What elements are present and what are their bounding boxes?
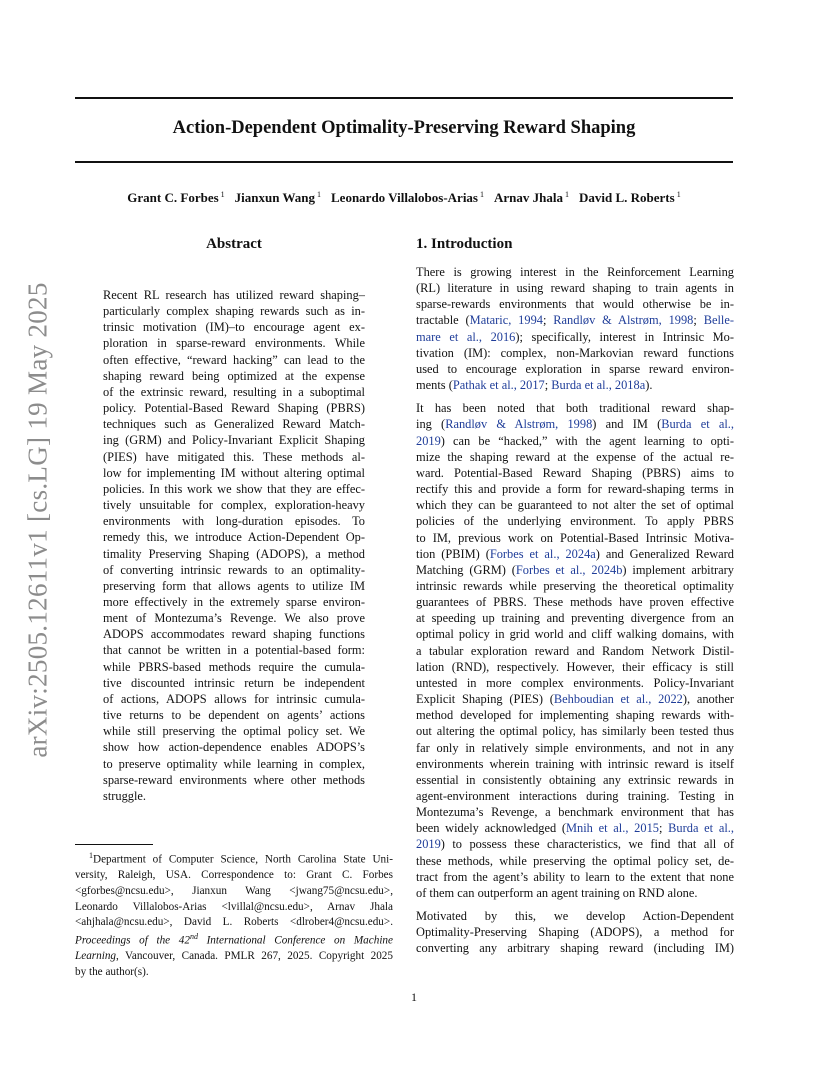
- footnote-text: versity, Raleigh, USA. Correspondence to: Grant C. Forbes: [75, 869, 393, 882]
- introduction-line: [416, 675, 734, 691]
- footnote-line: [75, 868, 393, 884]
- footnote-text: <gforbes@ncsu.edu>, Jianxun Wang <jwang75@ncsu.edu>,: [75, 884, 393, 897]
- abstract-line: that cannot be written in a potential-based form:: [103, 643, 365, 658]
- text-run: at speeding up training and preventing divergence from an: [416, 611, 734, 626]
- citation-link[interactable]: Mataric, 1994: [469, 313, 543, 328]
- proceedings-note: [75, 929, 393, 981]
- abstract-line: tively unsuitable for complex, exploration-heavy: [103, 498, 365, 513]
- abstract-line: while PBRS-based methods require the cumula-: [103, 659, 365, 674]
- text-run: tract from the agent’s ability to learn to the extent that none: [416, 869, 734, 884]
- abstract-line: tive returns to be dependent on agents’ actions: [103, 708, 365, 723]
- abstract-body: [103, 287, 365, 804]
- citation-link[interactable]: Forbes et al., 2024b: [515, 562, 623, 577]
- citation-link[interactable]: Forbes et al., 2024a: [489, 546, 596, 561]
- proceedings-location: , Vancouver, Canada. PMLR 267, 2025. Copyright 2025: [116, 950, 393, 963]
- citation-link[interactable]: Burda et al.,: [661, 417, 734, 432]
- text-run: converting any arbitrary shaping reward (including IM): [416, 941, 734, 956]
- footnote-text: <ahjhala@ncsu.edu>, David L. Roberts <dlrober4@ncsu.edu>.: [75, 916, 393, 929]
- introduction-line: [416, 497, 734, 513]
- footnote-rule: [75, 844, 153, 845]
- text-run: mize the shaping reward at the expense of the actual re-: [416, 449, 734, 464]
- introduction-line: [416, 280, 734, 296]
- introduction-line: [416, 264, 734, 280]
- footnote-line: [75, 884, 393, 900]
- introduction-line: [416, 465, 734, 481]
- abstract-line: struggle.: [103, 788, 147, 803]
- citation-link[interactable]: 2019: [416, 837, 441, 852]
- abstract-line: particularly complex shaping rewards such as in-: [103, 304, 365, 319]
- text-run: ) and Generalized Reward: [595, 546, 734, 561]
- text-run: method developed for implementing shaping rewards with-: [416, 708, 734, 723]
- introduction-line: [416, 562, 734, 578]
- text-run: It has been noted that both traditional reward shap-: [416, 401, 734, 416]
- text-run: lation (RND), respectively. However, their efficacy is still: [416, 659, 734, 674]
- abstract-line: low for implementing IM without altering optimal: [103, 465, 365, 480]
- introduction-line: [416, 804, 734, 820]
- abstract-line: of actions, ADOPS allows for intrinsic cumula-: [103, 691, 365, 706]
- introduction-line: [416, 756, 734, 772]
- introduction-line: [416, 296, 734, 312]
- text-run: ing (: [416, 417, 446, 432]
- author-name: Arnav Jhala: [494, 190, 563, 205]
- citation-link[interactable]: Pathak et al., 2017: [452, 378, 545, 393]
- text-run: tractable (: [416, 313, 470, 328]
- introduction-line: [416, 546, 734, 562]
- text-run: of them can outperform an agent training on RND alone.: [416, 885, 698, 900]
- text-run: Montezuma’s Revenge, a benchmark environment that has: [416, 805, 734, 820]
- paper-title: Action-Dependent Optimality-Preserving Reward Shaping: [172, 118, 636, 138]
- text-run: rectify this and provide a form for reward-shaping terms in: [416, 482, 734, 497]
- citation-link[interactable]: 2019: [416, 433, 441, 448]
- author-affiliation-mark: 1: [480, 190, 484, 199]
- introduction-line: [416, 924, 734, 940]
- affiliation-footnote: [75, 848, 393, 931]
- introduction-line: [416, 772, 734, 788]
- text-run: (RL) literature in using reward shaping to train agents in: [416, 281, 734, 296]
- introduction-line: [416, 788, 734, 804]
- abstract-line: policies. In this work we show that they are effec-: [103, 481, 365, 496]
- author-1: [235, 190, 321, 205]
- text-run: There is growing interest in the Reinforcement Learning: [416, 265, 734, 279]
- abstract-line: ment of Montezuma’s Revenge. We also prove: [103, 611, 365, 626]
- text-run: ); specifically, interest in Intrinsic Mo-: [515, 329, 734, 344]
- abstract-line: of the extrinsic reward, resulting in a suboptimal: [103, 384, 365, 399]
- introduction-line: [416, 312, 734, 328]
- text-run: guarantees of PBRS. These methods have proven effective: [416, 595, 734, 610]
- introduction-line: [416, 820, 734, 836]
- introduction-line: [416, 740, 734, 756]
- text-run: ;: [693, 313, 704, 328]
- abstract-heading: Abstract: [206, 236, 262, 252]
- author-0: [127, 190, 224, 205]
- proceedings-copyright: by the author(s).: [75, 965, 149, 978]
- proceedings-ordinal: 42: [178, 934, 190, 947]
- text-run: ) and IM (: [592, 417, 662, 432]
- introduction-line: [416, 594, 734, 610]
- proceedings-lead: Proceedings of the: [75, 934, 179, 947]
- abstract-line: environments with long-duration episodes. To: [103, 514, 365, 529]
- title-bottom-rule: [75, 161, 733, 163]
- abstract-line: (PIES) have mitigated this. These methods al-: [103, 449, 365, 464]
- introduction-line: [416, 723, 734, 739]
- citation-link[interactable]: Burda et al.,: [668, 821, 734, 836]
- author-affiliation-mark: 1: [317, 190, 321, 199]
- abstract-line: timality Preserving Shaping (ADOPS), a method: [103, 546, 365, 561]
- introduction-line: [416, 530, 734, 546]
- text-run: to IM, previous work on Potential-Based Intrinsic Motiva-: [416, 530, 734, 545]
- author-3: [494, 190, 569, 205]
- author-affiliation-mark: 1: [676, 190, 681, 199]
- citation-link[interactable]: Burda et al., 2018a: [551, 378, 646, 393]
- abstract-line: show how action-dependence enables ADOPS’s: [103, 740, 365, 755]
- abstract-line: while still preserving the optimal policy set. We: [103, 724, 365, 739]
- author-4: [579, 190, 681, 205]
- author-name: Grant C. Forbes: [127, 190, 219, 205]
- introduction-line: [416, 885, 734, 901]
- introduction-line: [416, 481, 734, 497]
- text-run: untested in more complex environments. Policy-Invariant: [416, 675, 734, 690]
- abstract-line: ploration in sparse-reward environments. While: [103, 336, 365, 351]
- text-run: Motivated by this, we develop Action-Dependent: [416, 909, 734, 924]
- text-run: Explicit Shaping (PIES) (: [416, 692, 554, 707]
- text-run: out altering the optimal policy, has similarly been tested thus: [416, 724, 734, 739]
- abstract-line: ADOPS accommodates reward shaping functions: [103, 627, 365, 642]
- abstract-line: tive discounted intrinsic return be independent: [103, 675, 365, 690]
- text-run: ) implement arbitrary: [622, 562, 734, 577]
- abstract-line: ing (GRM) and Policy-Invariant Explicit Shaping: [103, 433, 365, 448]
- text-run: intrinsic rewards while preserving the theoretical optimality: [416, 578, 734, 593]
- citation-link[interactable]: Behboudian et al., 2022: [553, 692, 683, 707]
- text-run: tivation (IM): complex, non-Markovian reward functions: [416, 345, 734, 360]
- text-run: far only in relatively simple environments, and not in any: [416, 740, 734, 755]
- introduction-line: [416, 433, 734, 449]
- text-run: which they can be guaranteed to not alter the set of optimal: [416, 498, 734, 513]
- author-2: [331, 190, 484, 205]
- introduction-line: [416, 643, 734, 659]
- introduction-line: [416, 836, 734, 852]
- text-run: environments wherein training with intrinsic reward is itself: [416, 756, 734, 771]
- paragraph-gap: [416, 901, 734, 908]
- text-run: ) can be “hacked,” with the agent learning to opti-: [440, 433, 734, 448]
- footnote-line: [75, 848, 393, 868]
- footnote-line: [75, 900, 393, 916]
- text-run: ward. Potential-Based Reward Shaping (PBRS) aims to: [416, 465, 734, 480]
- text-run: policies of the underlying environment. To apply PBRS: [416, 514, 734, 529]
- text-run: used to encourage exploration in sparse reward environ-: [416, 361, 734, 376]
- text-run: been widely acknowledged (: [416, 821, 567, 836]
- text-run: ), another: [682, 692, 734, 707]
- footnote-text: Leonardo Villalobos-Arias <lvillal@ncsu.edu>, Arnav Jhala: [75, 900, 393, 913]
- author-list: [75, 190, 733, 206]
- introduction-line: [416, 377, 734, 393]
- abstract-line: policy. Potential-Based Reward Shaping (PBRS): [103, 401, 365, 416]
- introduction-heading: 1. Introduction: [416, 236, 513, 252]
- introduction-line: [416, 361, 734, 377]
- introduction-line: [416, 345, 734, 361]
- text-run: ) to possess these characteristics, we find that all of: [440, 837, 734, 852]
- citation-link[interactable]: mare et al., 2016: [416, 329, 516, 344]
- introduction-line: [416, 329, 734, 345]
- author-name: Leonardo Villalobos-Arias: [331, 190, 478, 205]
- abstract-line: of converting intrinsic rewards to an optimality-: [103, 562, 365, 577]
- introduction-line: [416, 513, 734, 529]
- introduction-body: [416, 264, 734, 957]
- citation-link[interactable]: Mnih et al., 2015: [566, 821, 659, 836]
- arxiv-identifier[interactable]: arXiv:2505.12611v1 [cs.LG] 19 May 2025: [22, 282, 53, 758]
- author-name: Jianxun Wang: [234, 190, 315, 205]
- introduction-line: [416, 626, 734, 642]
- text-run: these methods, while preserving the optimal policy set, de-: [416, 853, 734, 868]
- text-run: tion (PBIM) (: [416, 546, 490, 561]
- introduction-line: [416, 853, 734, 869]
- text-run: ments (: [416, 378, 453, 393]
- abstract-line: Recent RL research has utilized reward shaping–: [103, 288, 365, 302]
- paragraph-gap: [416, 393, 734, 400]
- introduction-line: [416, 940, 734, 956]
- text-run: ).: [645, 378, 653, 393]
- introduction-line: [416, 908, 734, 924]
- introduction-line: [416, 659, 734, 675]
- text-run: essential in consistently obtaining any extrinsic rewards in: [416, 772, 734, 787]
- abstract-line: trinsic motivation (IM)–to encourage agent ex-: [103, 320, 365, 335]
- proceedings-venue: International Conference on Machine: [197, 934, 393, 947]
- abstract-line: more effectively in the extremely sparse environ-: [103, 594, 365, 609]
- abstract-line: preserving form that allows agents to utilize IM: [103, 578, 365, 593]
- text-run: Matching (GRM) (: [416, 562, 516, 577]
- proceedings-ordinal-suffix: nd: [189, 932, 198, 941]
- abstract-line: often effective, “reward hacking” can lead to the: [103, 352, 365, 367]
- citation-link[interactable]: Belle-: [703, 313, 734, 328]
- proceedings-venue-end: Learning: [75, 950, 117, 963]
- abstract-line: remedy this, we introduce Action-Dependent Op-: [103, 530, 365, 545]
- page-number: 1: [411, 990, 417, 1004]
- introduction-line: [416, 400, 734, 416]
- abstract-line: techniques such as Generalized Reward Match-: [103, 417, 365, 432]
- author-affiliation-mark: 1: [564, 190, 569, 199]
- author-name: David L. Roberts: [578, 190, 675, 205]
- text-run: a tabular exploration reward and Random Network Distil-: [416, 643, 734, 658]
- text-run: optimal policy in grid world and cliff walking domains, with: [416, 627, 734, 642]
- text-run: ;: [658, 821, 669, 836]
- introduction-line: [416, 449, 734, 465]
- top-rule: [75, 97, 733, 99]
- text-run: agent-environment interactions during training. Testing in: [416, 789, 734, 803]
- text-run: ;: [544, 378, 552, 393]
- introduction-line: [416, 707, 734, 723]
- footnote-text: Department of Computer Science, North Carolina State Uni-: [93, 853, 393, 866]
- citation-link[interactable]: Randløv & Alstrøm, 1998: [445, 417, 593, 432]
- introduction-line: [416, 691, 734, 707]
- abstract-line: shaping reward being optimized at the expense: [103, 368, 365, 383]
- author-affiliation-mark: 1: [220, 190, 225, 199]
- text-run: ;: [542, 313, 554, 328]
- introduction-line: [416, 578, 734, 594]
- text-run: Optimality-Preserving Shaping (ADOPS), a method for: [416, 925, 734, 940]
- text-run: sparse-rewards environments that would otherwise be in-: [416, 297, 734, 312]
- citation-link[interactable]: Randløv & Alstrøm, 1998: [553, 313, 694, 328]
- abstract-line: sparse-reward environments where other methods: [103, 772, 365, 787]
- introduction-line: [416, 416, 734, 432]
- introduction-line: [416, 610, 734, 626]
- footnote-mark: 1: [89, 851, 93, 860]
- abstract-line: to preserve optimality while learning in complex,: [103, 756, 365, 771]
- introduction-line: [416, 869, 734, 885]
